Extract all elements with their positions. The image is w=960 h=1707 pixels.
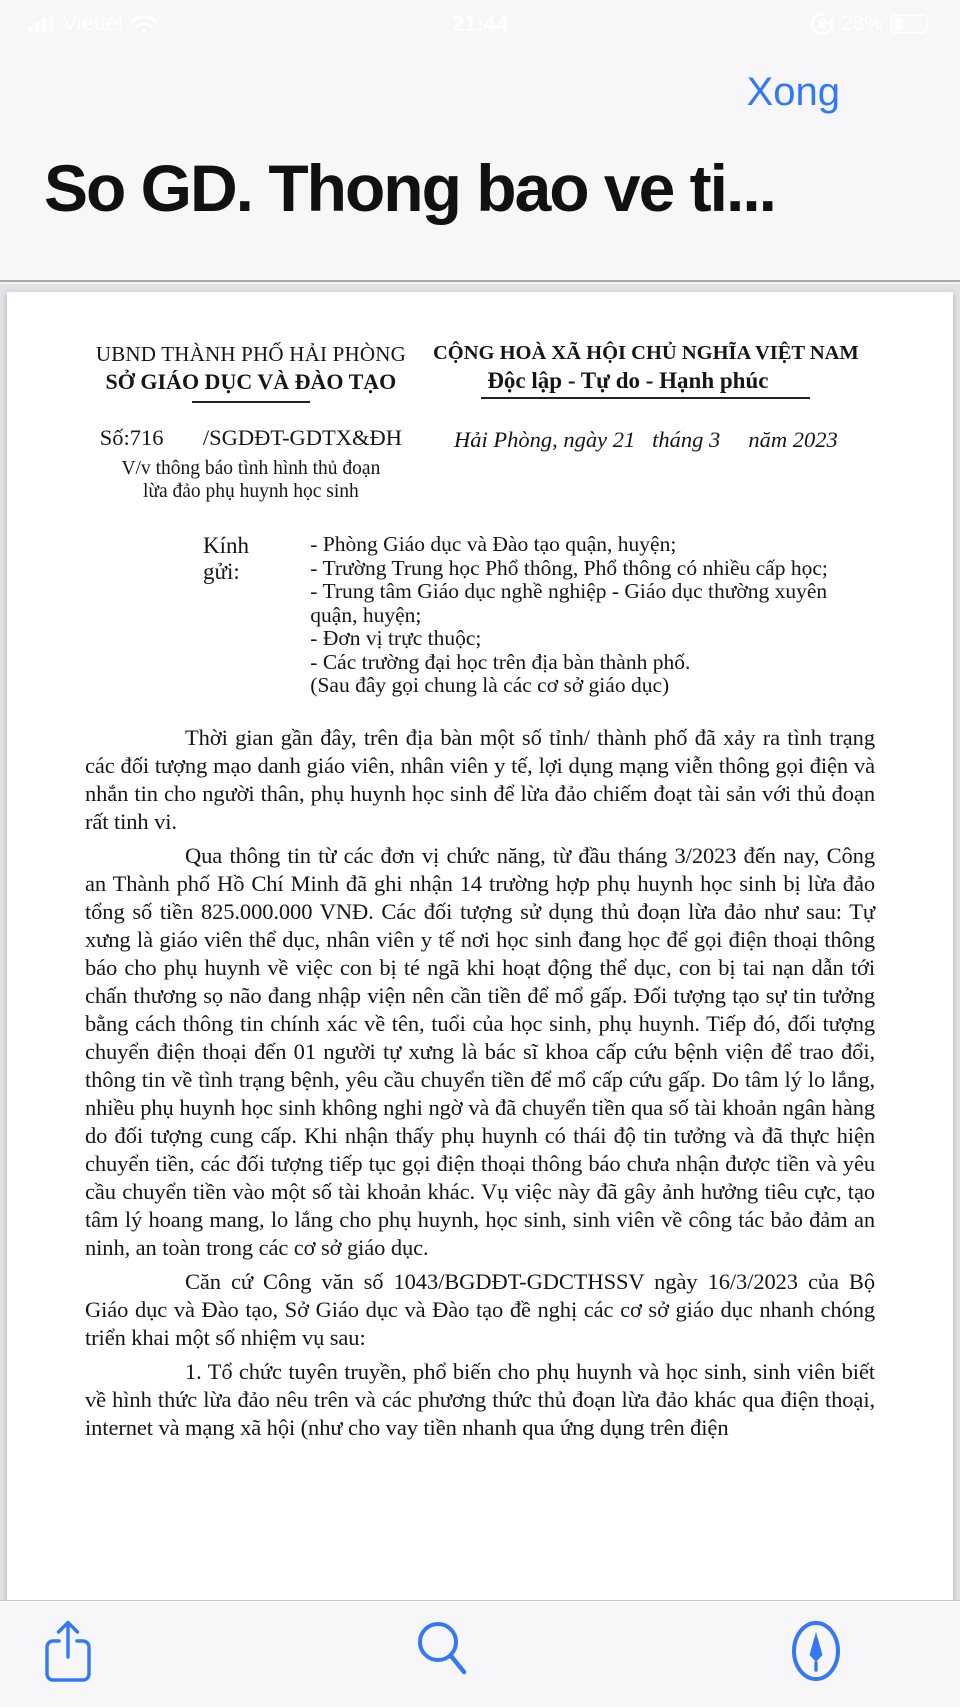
recipients-list	[310, 533, 875, 698]
recipient-line: quận, huyện;	[310, 602, 422, 627]
markup-button[interactable]	[790, 1619, 842, 1683]
search-button[interactable]	[415, 1619, 469, 1677]
body-paragraph: Qua thông tin từ các đơn vị chức năng, từ đầu tháng 3/2023 đến nay, Công an Thành phố Hồ Chí Minh đã ghi nhận 14 trường hợp phụ huynh học sinh bị lừa đảo tổng số tiền 825.000.000 VNĐ. Các đối tượng sử dụng thủ đoạn lừa đảo như sau: Tự xưng là giáo viên thể dục, nhân viên y tế nơi học sinh đang học để gọi điện thoại thông báo cho phụ huynh về việc con bị té ngã khi hoạt động thể dục, con bị tai nạn dẫn tới chấn thương sọ não đang nhập viện nên cần tiền để mổ gấp. Đối tượng tạo sự tin tưởng bằng cách thông tin chính xác về tên, tuổi của học sinh, phụ huynh. Tiếp đó, đối tượng chuyển điện thoại đến 01 người tự xưng là bác sĩ khoa cấp cứu bệnh viện để trao đổi, thông tin về tình trạng bệnh, yêu cầu chuyển tiền để mổ cấp cứu gấp. Do tâm lý lo lắng, nhiều phụ huynh học sinh không nghi ngờ và đã chuyển tiền qua số tài khoản ngân hàng do đối tượng cung cấp. Khi nhận thấy phụ huynh có thái độ tin tưởng và đã thực hiện chuyển tiền, các đối tượng tiếp tục gọi điện thoại thông báo chưa nhận được tiền và yêu cầu chuyển tiền vào một số tài khoản khác. Vụ việc này đã gây ảnh hưởng tiêu cực, tạo tâm lý hoang mang, lo lắng cho phụ huynh, học sinh, sinh viên về công tác bảo đảm an ninh, an toàn trong các cơ sở giáo dục.	[85, 842, 875, 1260]
agency-underline	[192, 401, 310, 403]
status-time: 21:44	[451, 11, 509, 36]
document-subheader	[85, 425, 875, 503]
page-title: So GD. Thong bao ve ti...	[44, 151, 776, 225]
markup-icon	[790, 1619, 842, 1683]
national-motto-block	[417, 342, 875, 403]
national-title: CỘNG HOÀ XÃ HỘI CHỦ NGHĨA VIỆT NAM	[432, 342, 859, 364]
recipient-line: - Trường Trung học Phổ thông, Phổ thông có nhiều cấp học;	[310, 555, 828, 580]
recipient-line: - Các trường đại học trên địa bàn thành phố.	[310, 649, 691, 674]
agency-name: SỞ GIÁO DỤC VÀ ĐÀO TẠO	[105, 369, 397, 394]
recipient-line: (Sau đây gọi chung là các cơ sở giáo dục)	[310, 673, 670, 697]
document-page[interactable]	[7, 292, 953, 1600]
salutation-row	[85, 533, 875, 698]
issuing-agency-block	[85, 342, 417, 403]
subject-line-1: V/v thông báo tình hình thủ đoạn	[121, 458, 381, 479]
place-date-line: Hải Phòng, ngày 21 tháng 3 năm 2023	[454, 427, 838, 452]
share-icon	[44, 1619, 92, 1683]
recipient-line: - Đơn vị trực thuộc;	[310, 626, 482, 650]
search-icon	[415, 1619, 469, 1677]
status-bar	[0, 0, 960, 48]
recipient-line: - Phòng Giáo dục và Đào tạo quận, huyện;	[310, 532, 677, 556]
agency-parent-name: UBND THÀNH PHỐ HẢI PHÒNG	[95, 342, 406, 366]
subject-line-2: lừa đảo phụ huynh học sinh	[142, 481, 359, 502]
document-viewer	[0, 284, 960, 1600]
cellular-signal-icon	[28, 15, 55, 33]
share-button[interactable]	[44, 1619, 92, 1683]
battery-icon	[890, 14, 932, 34]
body-paragraph: Căn cứ Công văn số 1043/BGDĐT-GDCTHSSV ngày 16/3/2023 của Bộ Giáo dục và Đào tạo, Sở Giáo dục và Đào tạo đề nghị các cơ sở giáo dục nhanh chóng triển khai một số nhiệm vụ sau:	[85, 1268, 875, 1350]
salutation-label: Kính gửi:	[203, 533, 249, 584]
wifi-icon	[131, 15, 157, 34]
battery-percent-label: 28%	[840, 12, 883, 35]
done-button[interactable]: Xong	[746, 69, 840, 114]
body-paragraph: Thời gian gần đây, trên địa bàn một số tỉnh/ thành phố đã xảy ra tình trạng các đối tượng mạo danh giáo viên, nhân viên y tế, lợi dụng mạng viễn thông gọi điện và nhắn tin cho người thân, phụ huynh học sinh để lừa đảo chiếm đoạt tài sản với thủ đoạn rất tinh vi.	[85, 724, 875, 834]
nav-bar	[0, 48, 960, 136]
national-motto: Độc lập - Tự do - Hạnh phúc	[481, 368, 810, 399]
rotation-lock-icon	[810, 12, 834, 36]
bottom-toolbar	[0, 1600, 960, 1707]
recipient-line: - Trung tâm Giáo dục nghề nghiệp - Giáo dục thường xuyên	[310, 579, 828, 603]
document-header	[85, 342, 875, 403]
body-paragraph: 1. Tổ chức tuyên truyền, phổ biến cho phụ huynh và học sinh, sinh viên biết về hình thức lừa đảo nêu trên và các phương thức thủ đoạn lừa đảo khác qua điện thoại, internet và mạng xã hội (như cho vay tiền nhanh qua ứng dụng trên điện	[85, 1358, 875, 1440]
reference-number: Số:716 /SGDĐT-GDTX&ĐH	[99, 425, 403, 450]
document-body	[85, 724, 875, 1442]
title-bar	[0, 136, 960, 282]
carrier-label: Viettel	[63, 12, 124, 35]
